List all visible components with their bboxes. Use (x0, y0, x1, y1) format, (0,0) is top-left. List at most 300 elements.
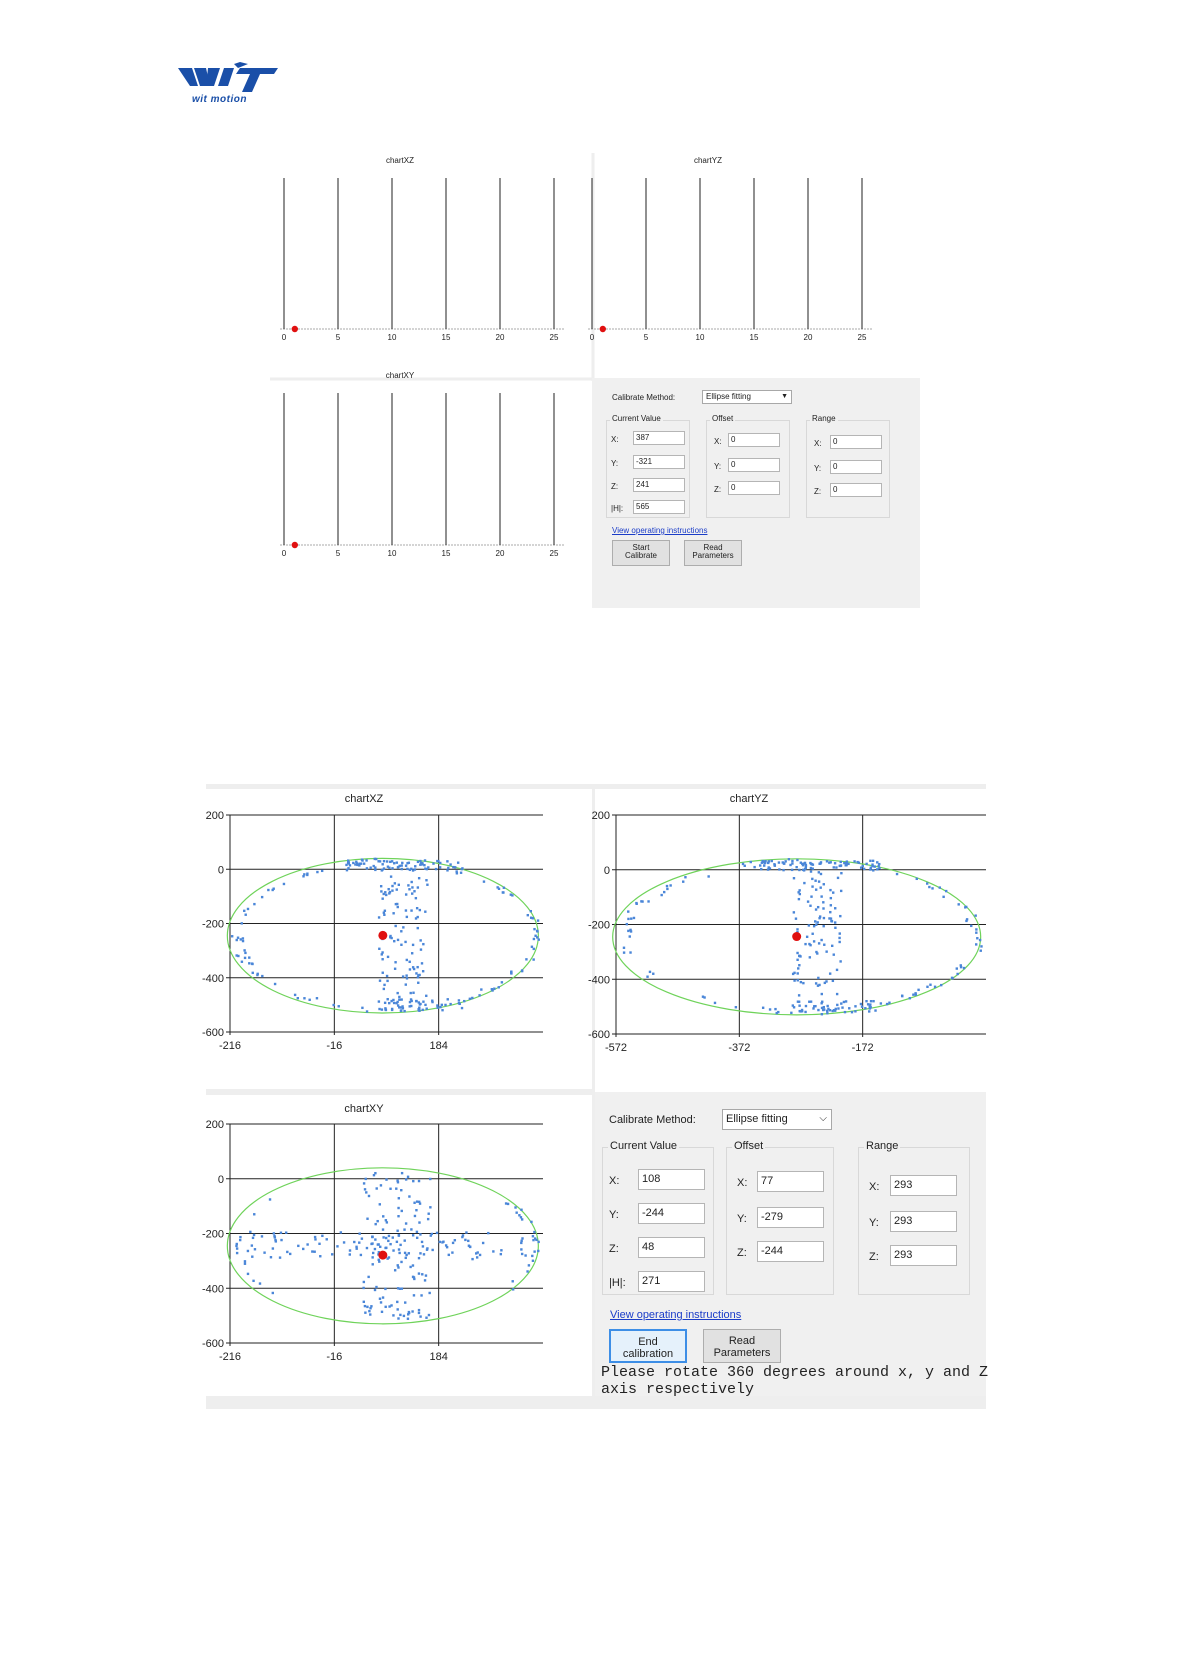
x-tick-label: 15 (441, 549, 451, 558)
data-point (239, 1239, 241, 1241)
data-point (396, 1180, 398, 1182)
data-point (362, 1287, 364, 1289)
data-point (378, 948, 380, 950)
data-point (394, 1269, 396, 1271)
data-point (797, 972, 799, 974)
data-point (412, 1276, 414, 1278)
data-point (263, 1251, 265, 1253)
data-point (384, 1008, 386, 1010)
data-point (538, 938, 540, 940)
data-point (439, 1006, 441, 1008)
data-point (383, 893, 385, 895)
data-point (261, 975, 263, 977)
data-point (306, 874, 308, 876)
data-point (244, 1260, 246, 1262)
data-point (839, 932, 841, 934)
current-z-field[interactable] (638, 1237, 705, 1258)
data-point (646, 976, 648, 978)
read-parameters-button[interactable]: Read Parameters (703, 1329, 781, 1363)
data-point (798, 1001, 800, 1003)
start-calibrate-button[interactable]: Start Calibrate (612, 540, 670, 566)
data-point (860, 1003, 862, 1005)
x-tick-label: 25 (549, 333, 559, 342)
y-tick-label: 200 (205, 810, 224, 822)
data-point (392, 1249, 394, 1251)
data-point (393, 940, 395, 942)
x-tick-label: 15 (749, 333, 759, 342)
data-point (349, 1249, 351, 1251)
data-point (417, 861, 419, 863)
data-point (436, 1232, 438, 1234)
data-point (400, 1189, 402, 1191)
calibrate-method-select[interactable] (722, 1109, 832, 1130)
data-point (289, 1253, 291, 1255)
data-point (243, 949, 245, 951)
offset-z-field[interactable] (728, 481, 780, 495)
data-point (796, 959, 798, 961)
data-point (436, 1004, 438, 1006)
data-point (823, 917, 825, 919)
data-point (412, 944, 414, 946)
data-point (501, 981, 503, 983)
data-point (321, 1235, 323, 1237)
data-point (352, 862, 354, 864)
data-point (395, 903, 397, 905)
data-point (422, 970, 424, 972)
data-point (418, 1272, 420, 1274)
data-point (836, 1004, 838, 1006)
range-z-field[interactable] (830, 483, 882, 497)
data-point (660, 894, 662, 896)
data-point (798, 869, 800, 871)
data-point (401, 1172, 403, 1174)
x-tick-label: 15 (441, 333, 451, 342)
data-point (381, 953, 383, 955)
data-point (795, 917, 797, 919)
data-point (629, 935, 631, 937)
offset-title: Offset (712, 414, 734, 423)
current-y-field[interactable] (638, 1203, 705, 1224)
data-point (797, 967, 799, 969)
data-point (376, 1187, 378, 1189)
data-point (412, 992, 414, 994)
data-point (498, 986, 500, 988)
data-point (387, 1240, 389, 1242)
data-point (437, 860, 439, 862)
data-point (505, 1202, 507, 1204)
range-x-field[interactable] (890, 1175, 957, 1196)
data-point (945, 890, 947, 892)
data-point (874, 865, 876, 867)
data-point (400, 944, 402, 946)
data-point (237, 937, 239, 939)
data-point (426, 1249, 428, 1251)
data-point (839, 865, 841, 867)
x-tick-label: 20 (495, 549, 505, 558)
data-point (815, 924, 817, 926)
data-point (249, 1231, 251, 1233)
data-point (410, 881, 412, 883)
data-point (421, 1241, 423, 1243)
data-point (976, 937, 978, 939)
data-point (396, 861, 398, 863)
chevron-down-icon: ▼ (781, 393, 788, 400)
data-point (835, 866, 837, 868)
data-point (836, 993, 838, 995)
data-point (383, 860, 385, 862)
data-point (527, 914, 529, 916)
data-point (492, 1250, 494, 1252)
data-point (797, 979, 799, 981)
data-point (374, 1248, 376, 1250)
data-point (777, 1011, 779, 1013)
data-point (408, 888, 410, 890)
data-point (629, 929, 631, 931)
wit-logo-mark (178, 62, 280, 96)
data-point (405, 1257, 407, 1259)
data-point (358, 1232, 360, 1234)
data-point (418, 1010, 420, 1012)
data-point (372, 1252, 374, 1254)
data-point (975, 943, 977, 945)
data-point (878, 867, 880, 869)
data-point (788, 858, 790, 860)
data-point (416, 1237, 418, 1239)
data-point (829, 911, 831, 913)
view-instructions-link[interactable]: View operating instructions (610, 1309, 742, 1321)
data-point (521, 969, 523, 971)
data-point (872, 869, 874, 871)
data-point (409, 1005, 411, 1007)
data-point (809, 944, 811, 946)
data-point (405, 1254, 407, 1256)
data-point (795, 866, 797, 868)
screenshot-1 (270, 153, 920, 608)
data-point (358, 1241, 360, 1243)
data-point (385, 1237, 387, 1239)
data-point (418, 1180, 420, 1182)
data-point (415, 917, 417, 919)
range-title: Range (866, 1140, 899, 1152)
data-point (804, 868, 806, 870)
data-point (365, 1191, 367, 1193)
data-point (833, 866, 835, 868)
offset-x-field[interactable] (728, 433, 780, 447)
data-point (407, 1176, 409, 1178)
data-point (778, 861, 780, 863)
data-point (396, 888, 398, 890)
data-point (970, 925, 972, 927)
data-point (365, 1178, 367, 1180)
offset-y-value: -279 (761, 1211, 784, 1223)
current-x-field[interactable] (633, 431, 685, 445)
data-point (753, 866, 755, 868)
data-point (382, 972, 384, 974)
data-point (394, 882, 396, 884)
data-point (811, 878, 813, 880)
data-point (235, 954, 237, 956)
data-point (782, 861, 784, 863)
data-point (846, 860, 848, 862)
data-point (418, 1309, 420, 1311)
data-point (409, 1001, 411, 1003)
data-point (663, 891, 665, 893)
offset-y-field[interactable] (728, 458, 780, 472)
data-point (419, 909, 421, 911)
current-y-field[interactable] (633, 455, 685, 469)
data-point (392, 912, 394, 914)
data-point (239, 1236, 241, 1238)
data-point (269, 1198, 271, 1200)
data-point (623, 951, 625, 953)
data-point (512, 1288, 514, 1290)
data-point (928, 886, 930, 888)
data-point (407, 1318, 409, 1320)
offset-x-field[interactable] (757, 1171, 824, 1192)
data-point (405, 974, 407, 976)
data-point (623, 947, 625, 949)
data-point (464, 1239, 466, 1241)
data-point (448, 1254, 450, 1256)
data-point (403, 1228, 405, 1230)
data-point (479, 1254, 481, 1256)
x-tick-label: -16 (326, 1040, 343, 1052)
data-point (405, 1178, 407, 1180)
data-point (405, 893, 407, 895)
data-point (247, 1273, 249, 1275)
data-point (380, 1184, 382, 1186)
current-z-field[interactable] (633, 478, 685, 492)
data-point (912, 993, 914, 995)
data-point (251, 1244, 253, 1246)
view-instructions-link[interactable]: View operating instructions (612, 526, 708, 535)
data-point (498, 888, 500, 890)
data-point (400, 998, 402, 1000)
data-point (860, 866, 862, 868)
data-point (283, 883, 285, 885)
x-tick-label: 0 (589, 333, 595, 342)
current-h-field[interactable] (638, 1271, 705, 1292)
data-point (826, 860, 828, 862)
data-point (311, 1250, 313, 1252)
data-point (398, 884, 400, 886)
data-point (441, 1004, 443, 1006)
end-calibration-button[interactable]: End calibration (609, 1329, 687, 1363)
data-point (340, 1231, 342, 1233)
chevron-down-icon: ⌵ (819, 1113, 827, 1124)
data-point (761, 860, 763, 862)
x-tick-label: 10 (387, 549, 397, 558)
data-point (251, 1255, 253, 1257)
data-point (830, 920, 832, 922)
data-point (386, 980, 388, 982)
current-h-value: 565 (636, 502, 650, 511)
data-point (364, 1188, 366, 1190)
data-point (931, 887, 933, 889)
data-point (826, 1005, 828, 1007)
data-point (520, 1242, 522, 1244)
y-tick-label: -400 (201, 1283, 224, 1296)
ellipse-center (378, 1251, 387, 1260)
data-point (532, 1235, 534, 1237)
data-point (520, 1248, 522, 1250)
data-point (626, 923, 628, 925)
data-point (417, 976, 419, 978)
data-point (819, 886, 821, 888)
data-point (441, 1009, 443, 1011)
current-y-label: Y: (611, 459, 619, 468)
read-parameters-button[interactable]: Read Parameters (684, 540, 742, 566)
data-point (532, 1239, 534, 1241)
data-point (405, 909, 407, 911)
data-point (384, 1002, 386, 1004)
data-point (735, 1006, 737, 1008)
data-point (792, 1004, 794, 1006)
data-point (817, 977, 819, 979)
data-point (635, 903, 637, 905)
data-point (391, 1008, 393, 1010)
data-point (810, 895, 812, 897)
data-point (388, 1256, 390, 1258)
data-point (247, 1250, 249, 1252)
data-point (396, 1301, 398, 1303)
data-point (823, 1008, 825, 1010)
data-point (876, 868, 878, 870)
data-point (834, 862, 836, 864)
range-z-field[interactable] (890, 1245, 957, 1266)
data-point (782, 869, 784, 871)
range-y-field[interactable] (890, 1211, 957, 1232)
range-z-label: Z: (814, 487, 822, 496)
data-point (418, 1221, 420, 1223)
data-point (840, 861, 842, 863)
data-point (811, 885, 813, 887)
x-tick-label: -216 (218, 1351, 242, 1363)
offset-z-field[interactable] (757, 1241, 824, 1262)
data-point (294, 994, 296, 996)
x-tick-label: -172 (851, 1042, 874, 1054)
data-point (385, 894, 387, 896)
y-tick-label: 0 (603, 864, 610, 877)
data-point (633, 917, 635, 919)
data-point (389, 891, 391, 893)
data-point (259, 1282, 261, 1284)
data-point (405, 983, 407, 985)
x-tick-label: -216 (218, 1040, 242, 1052)
data-point (886, 1003, 888, 1005)
data-point (796, 859, 798, 861)
data-point (332, 1004, 334, 1006)
current-x-field[interactable] (638, 1169, 705, 1190)
data-point (798, 994, 800, 996)
data-point (514, 1206, 516, 1208)
data-point (387, 888, 389, 890)
data-point (784, 860, 786, 862)
data-point (245, 914, 247, 916)
x-tick-label: 0 (281, 549, 287, 558)
range-x-field[interactable] (830, 435, 882, 449)
data-point (436, 1006, 438, 1008)
data-point (314, 1236, 316, 1238)
data-point (371, 1236, 373, 1238)
current-x-value: 387 (636, 433, 650, 442)
data-point (398, 998, 400, 1000)
data-point (424, 1004, 426, 1006)
data-point (818, 917, 820, 919)
data-point (386, 860, 388, 862)
data-point (447, 867, 449, 869)
data-point (396, 1308, 398, 1310)
data-point (525, 958, 527, 960)
data-point (800, 981, 802, 983)
data-point (388, 1235, 390, 1237)
data-point (791, 862, 793, 864)
calibrate-method-label: Calibrate Method: (609, 1114, 696, 1126)
data-point (810, 870, 812, 872)
data-point (762, 1007, 764, 1009)
data-point (261, 1235, 263, 1237)
data-point (811, 933, 813, 935)
data-point (366, 867, 368, 869)
data-point (837, 1007, 839, 1009)
data-point (796, 928, 798, 930)
data-point (407, 884, 409, 886)
data-point (532, 917, 534, 919)
data-point (896, 873, 898, 875)
data-point (820, 1002, 822, 1004)
data-point (878, 863, 880, 865)
data-point (684, 876, 686, 878)
data-point (422, 1009, 424, 1011)
data-point (318, 1243, 320, 1245)
offset-y-field[interactable] (757, 1207, 824, 1228)
data-point (397, 1317, 399, 1319)
data-point (244, 957, 246, 959)
data-point (531, 1255, 533, 1257)
data-point (457, 861, 459, 863)
current-h-field[interactable] (633, 500, 685, 514)
data-point (869, 860, 871, 862)
x-tick-label: 10 (695, 333, 705, 342)
data-point (830, 861, 832, 863)
data-point (394, 968, 396, 970)
data-point (901, 995, 903, 997)
data-point (975, 928, 977, 930)
data-point (703, 996, 705, 998)
data-point (865, 1000, 867, 1002)
data-point (792, 973, 794, 975)
current-x-label: X: (609, 1175, 620, 1187)
data-point (415, 897, 417, 899)
data-point (471, 1258, 473, 1260)
range-y-field[interactable] (830, 460, 882, 474)
data-point (381, 897, 383, 899)
data-point (537, 1241, 539, 1243)
data-point (374, 1238, 376, 1240)
data-point (840, 890, 842, 892)
data-point (844, 1011, 846, 1013)
data-point (419, 1315, 421, 1317)
data-point (425, 1274, 427, 1276)
data-point (297, 1245, 299, 1247)
data-point (425, 879, 427, 881)
data-point (824, 982, 826, 984)
calibrate-method-select[interactable] (702, 390, 792, 404)
chart-title: chartXY (344, 1103, 384, 1115)
data-point (478, 994, 480, 996)
data-point (515, 1211, 517, 1213)
data-point (813, 940, 815, 942)
